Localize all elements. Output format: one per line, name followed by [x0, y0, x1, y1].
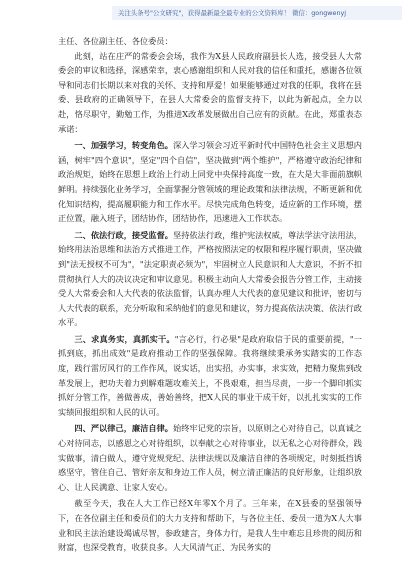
section-3-text: "言必行，行必果"是政府取信于民的重要前提，"一抓到底，抓出成效"是政府推动工作的坚强保障。我将继续秉承务实踏实的工作态度，践行雷厉风行的工作作风，说实话，出实招，办实事，求实效，把精力聚焦到改革发展上，把功夫着力到解难题攻难关上，不畏艰难，担当尽责，一步一个脚印抓实抓好分管工作，善做善成，善始善终，把X人民的事业干成干好，以扎扎实实的工作实绩回报组织和人民的认可。: [58, 333, 362, 417]
intro-paragraph: 此刻，站在庄严的常委会会场，我作为X县人民政府副县长人选，接受县人大常委会的审议和选择，深感荣幸，衷心感谢组织和人民对我的信任和重托，感谢各位领导和同志们长期以来对我的关怀、支持和厚爱！如果能够通过对我的任职，我将在县委、县政府的正确领导下，在县人大常委会的监督支持下，以此为新起点，全力以赴，恪尽职守，勤勉工作，为推进X改革发展做出自己应有的贡献。在此，郑重表态承诺：: [58, 50, 362, 134]
salutation: 主任、各位副主任、各位委员：: [58, 36, 173, 46]
section-1-text: 深入学习领会习近平新时代中国特色社会主义思想内涵，树牢"四个意识"，坚定"四个自信"，坚决做到"两个维护"，严格遵守政治纪律和政治规矩，始终在思想上政治上行动上同党中央保持高度一致，在大是大非面前旗帜鲜明。持续强化业务学习，全面掌握分管领域的理论政策和法律法规，不断更新和优化知识结构，提高履职能力和工作水平。尽快完成角色转变，适应新的工作环境，摆正位置，融入班子，团结协作，团结协作，迅速进入工作状态。: [58, 140, 362, 224]
section-4-text: 始终牢记党的宗旨，以原则之心对待自己，以真诚之心对待同志，以感恩之心对待组织，以奉献之心对待事业，以无私之心对待群众，践实做事，清白做人，遵守党规党纪、法律法规以及廉洁自律的各项规定，时刻抵挡诱惑坚守，管住自己、管好亲友和身边工作人员，树立清正廉洁的良好形象，让组织放心、让人民满意、让家人安心。: [58, 423, 362, 492]
section-2-text: 坚持依法行政，维护宪法权威，尊法学法守法用法，始终用法治思维和法治方式推进工作，严格按照法定的权限和程序履行职责，坚决做到"法无授权不可为"，"法定职责必须为"，牢固树立人民意识和人大意识，不折不扣贯彻执行人大的决议决定和审议意见。积极主动向人大常委会报告分管工作，主动接受人大常委会和人大代表的依法监督，认真办理人大代表的意见建议和批评，密切与人大代表的联系，充分听取和采纳他们的意见和建议，努力提高依法决策、依法行政水平。: [58, 229, 362, 328]
document-body: [58, 34, 362, 555]
section-1: [58, 138, 362, 226]
section-4: [58, 421, 362, 494]
section-1-heading: 一、加强学习，转变角色。: [74, 140, 173, 151]
section-2: [58, 228, 362, 330]
header-banner: 关注头条号"公文研究"，获得最新最全最专业的公文资料库！ 微信：gongwenyj: [112, 6, 402, 20]
section-3-heading: 三、求真务实，真抓实干。: [74, 333, 175, 344]
section-4-heading: 四、严以律己，廉洁自律。: [74, 423, 173, 434]
section-3: [58, 332, 362, 420]
closing-paragraph: 截至今天，我在人大工作已经X年零X个月了。三年来，在X县委的坚强领导下，在各位副主任和委员们的大力支持和帮助下，与各位主任、委员一道为X人大事业和民主法治建设竭诚尽智，参政建言，身体力行，是我人生中难忘且珍贵的阅历和财富，也深受教育，收获良多。人大风清气正、为民务实的: [58, 498, 362, 553]
section-2-heading: 二、依法行政，接受监督。: [74, 229, 173, 240]
